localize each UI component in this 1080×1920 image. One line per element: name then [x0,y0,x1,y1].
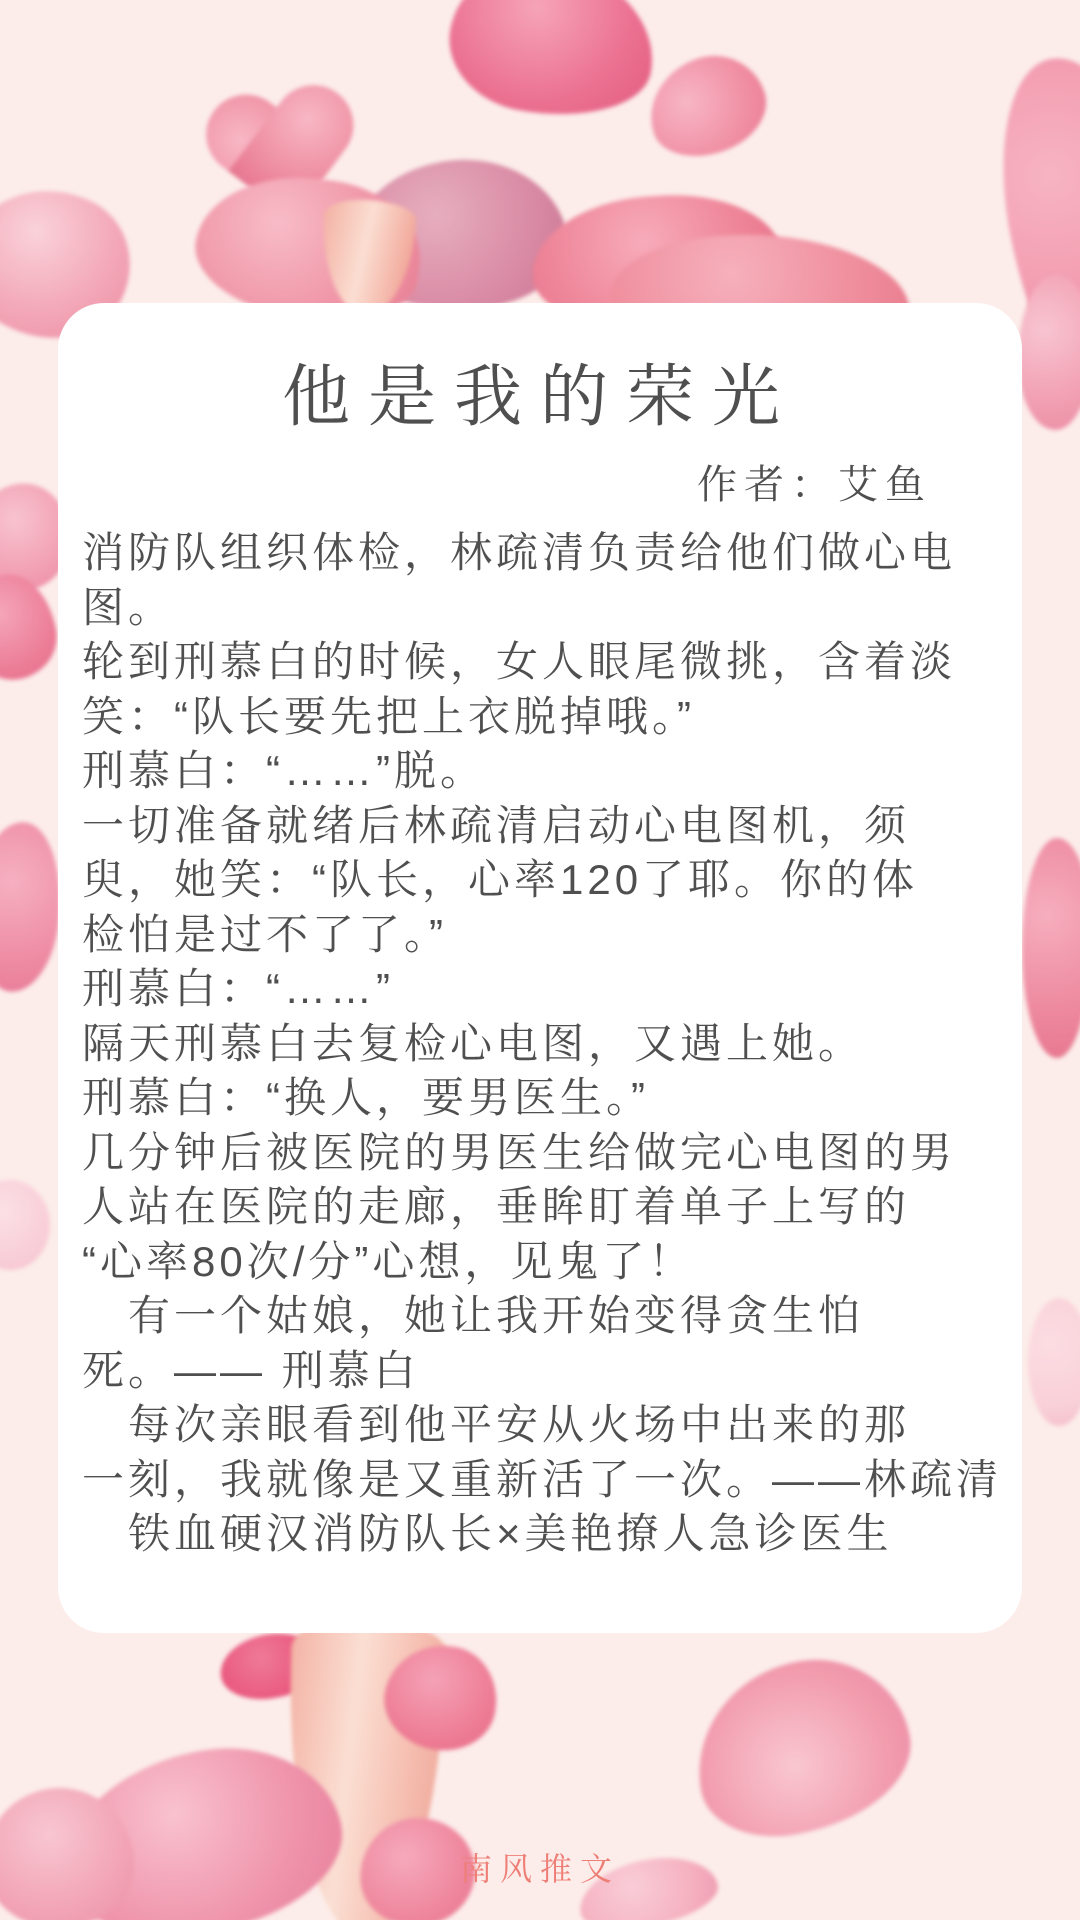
body-line: 隔天刑慕白去复检心电图，又遇上她。 [82,1019,865,1067]
body-line: 人站在医院的走廊，垂眸盯着单子上写的 [82,1183,911,1230]
footer-watermark: 南风推文 [459,1851,620,1887]
body-line: 刑慕白：“……”脱。 [82,747,486,794]
body-line: 有一个姑娘，她让我开始变得贪生怕 [82,1292,865,1339]
petal [0,568,63,687]
body-line: 臾，她笑：“队长，心率120了耶。你的体 [82,856,919,903]
body-line: 检怕是过不了了。” [82,910,447,958]
petal [682,1645,923,1850]
book-title: 他是我的荣光 [281,359,798,435]
petal [636,42,778,170]
body-line: 图。 [82,583,175,631]
petal [1028,1298,1080,1426]
body-line: 笑：“队长要先把上衣脱掉哦。” [82,692,695,740]
body-line: 每次亲眼看到他平安从火场中出来的那 [82,1401,911,1448]
body-line: 一切准备就绪后林疏清启动心电图机，须 [82,801,911,849]
story-card [58,303,1022,1633]
body-line: 消防队组织体检，林疏清负责给他们做心电 [82,529,957,576]
body-line: 刑慕白：“换人，要男医生。” [82,1074,649,1121]
petal [0,1180,50,1270]
body-line: 死。—— 刑慕白 [82,1346,420,1394]
body-line: “心率80次/分”心想，见鬼了！ [82,1237,695,1285]
synopsis [82,526,1006,1562]
author-line: 作者：艾鱼 [697,463,932,507]
petal [439,0,667,132]
body-line: 铁血硬汉消防队长×美艳撩人急诊医生 [82,1510,893,1557]
body-line: 轮到刑慕白的时候，女人眼尾微挑，含着淡 [82,638,957,685]
body-line: 刑慕白：“……” [82,965,394,1012]
body-line: 几分钟后被医院的男医生给做完心电图的男 [82,1128,957,1176]
body-line: 一刻，我就像是又重新活了一次。——林疏清 [82,1455,1003,1503]
petal [1022,838,1080,1058]
